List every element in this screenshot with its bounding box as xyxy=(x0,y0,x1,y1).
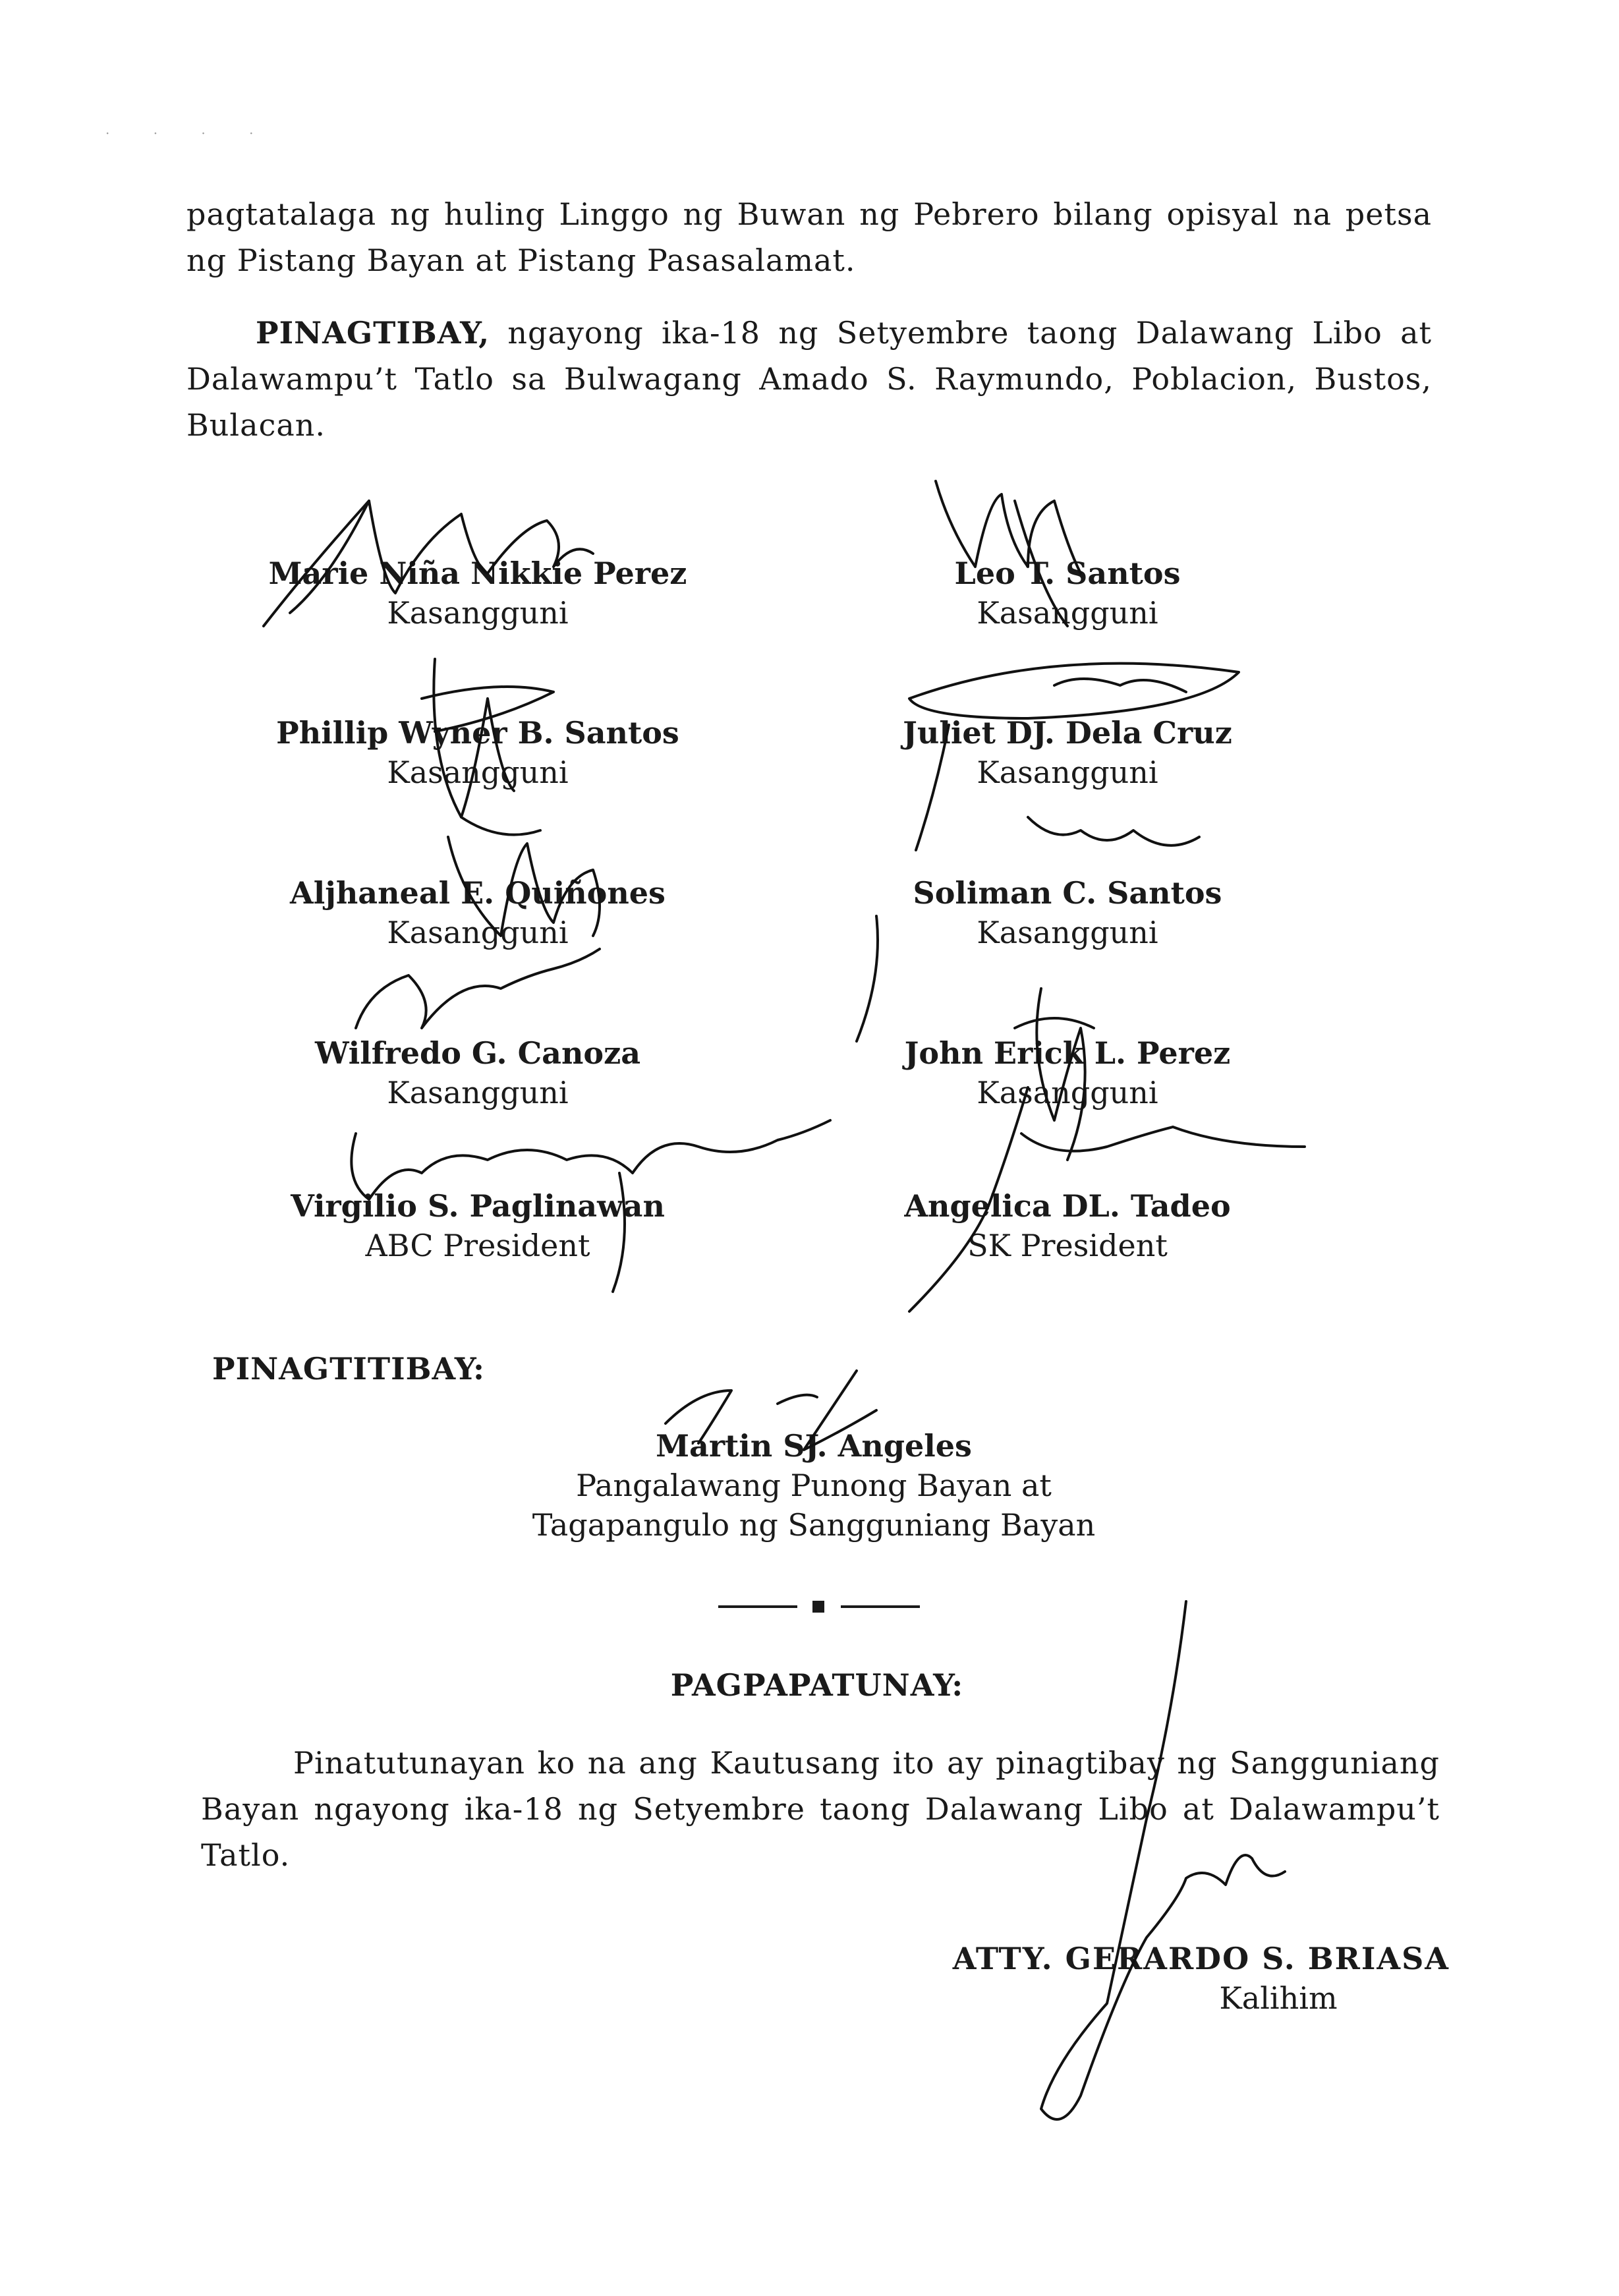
signatory-name: Leo T. Santos xyxy=(954,556,1181,591)
certification-label: PAGPAPATUNAY: xyxy=(670,1667,964,1703)
approval-paragraph xyxy=(186,310,1432,448)
signatory-right-4 xyxy=(810,1033,1324,1112)
presiding-name: Martin SJ. Angeles xyxy=(656,1428,972,1464)
secretary-name: ATTY. GERARDO S. BRIASA xyxy=(952,1941,1450,1976)
presiding-title-line1: Pangalawang Punong Bayan at xyxy=(576,1468,1052,1503)
divider-line-right xyxy=(841,1605,920,1608)
signatory-name: Aljhaneal E. Quiñones xyxy=(290,875,666,911)
signatory-right-1 xyxy=(810,554,1324,633)
signatory-title: Kasangguni xyxy=(977,915,1158,950)
presiding-title-line2: Tagapangulo ng Sangguniang Bayan xyxy=(532,1507,1096,1543)
divider-line-left xyxy=(718,1605,797,1608)
scan-marks: · · · · xyxy=(105,125,273,141)
signatory-name: John Erick L. Perez xyxy=(904,1035,1231,1071)
signatory-title: Kasangguni xyxy=(387,915,569,950)
signatory-name: Soliman C. Santos xyxy=(913,875,1222,911)
secretary-title: Kalihim xyxy=(1219,1980,1338,2016)
signatory-title: Kasangguni xyxy=(977,755,1158,790)
signatory-title: Kasangguni xyxy=(977,1075,1158,1110)
divider-square xyxy=(812,1601,824,1613)
signatory-title: Kasangguni xyxy=(977,595,1158,631)
signature-canoza xyxy=(356,949,600,1028)
section-divider xyxy=(718,1596,923,1616)
signatory-left-4 xyxy=(217,1033,738,1112)
secretary-block xyxy=(883,1939,1450,2018)
paragraph-continuation: pagtatalaga ng huling Linggo ng Buwan ng Pebrero bilang opisyal na petsa ng Pistang Bayan at Pistang Pasasalamat. xyxy=(186,196,1432,278)
signatory-title: Kasangguni xyxy=(387,595,569,631)
approval-text: ngayong ika-18 ng Setyembre taong Dalawang Libo at Dalawampu’t Tatlo sa Bulwagang Amado S. Raymundo, Poblacion, Bustos, Bulacan. xyxy=(186,315,1432,443)
signatory-name: Juliet DJ. Dela Cruz xyxy=(903,715,1232,751)
signatory-name: Marie Niña Nikkie Perez xyxy=(268,556,687,591)
signatory-title: Kasangguni xyxy=(387,1075,569,1110)
signatory-left-2 xyxy=(217,713,738,792)
certification-paragraph: Pinatutunayan ko na ang Kautusang ito ay pinagtibay ng Sangguniang Bayan ngayong ika-18 ng Setyembre taong Dalawang Libo at Dalawampu’t Tatlo. xyxy=(201,1745,1440,1873)
signatory-right-5 xyxy=(810,1186,1324,1265)
signatory-left-3 xyxy=(217,873,738,952)
signatory-left-5 xyxy=(217,1186,738,1265)
signatory-title: SK President xyxy=(967,1228,1168,1263)
signatory-right-3 xyxy=(810,873,1324,952)
presiding-officer xyxy=(395,1426,1232,1545)
signatory-name: Wilfredo G. Canoza xyxy=(314,1035,641,1071)
approval-lead: PINAGTIBAY, xyxy=(256,315,490,351)
signatory-name: Virgilio S. Paglinawan xyxy=(291,1188,665,1224)
signatory-name: Phillip Wyner B. Santos xyxy=(276,715,679,751)
signatory-title: ABC President xyxy=(365,1228,590,1263)
signatory-right-2 xyxy=(810,713,1324,792)
signatory-title: Kasangguni xyxy=(387,755,569,790)
signatory-left-1 xyxy=(217,554,738,633)
confirmation-label: PINAGTITIBAY: xyxy=(212,1351,486,1387)
signatory-name: Angelica DL. Tadeo xyxy=(904,1188,1231,1224)
